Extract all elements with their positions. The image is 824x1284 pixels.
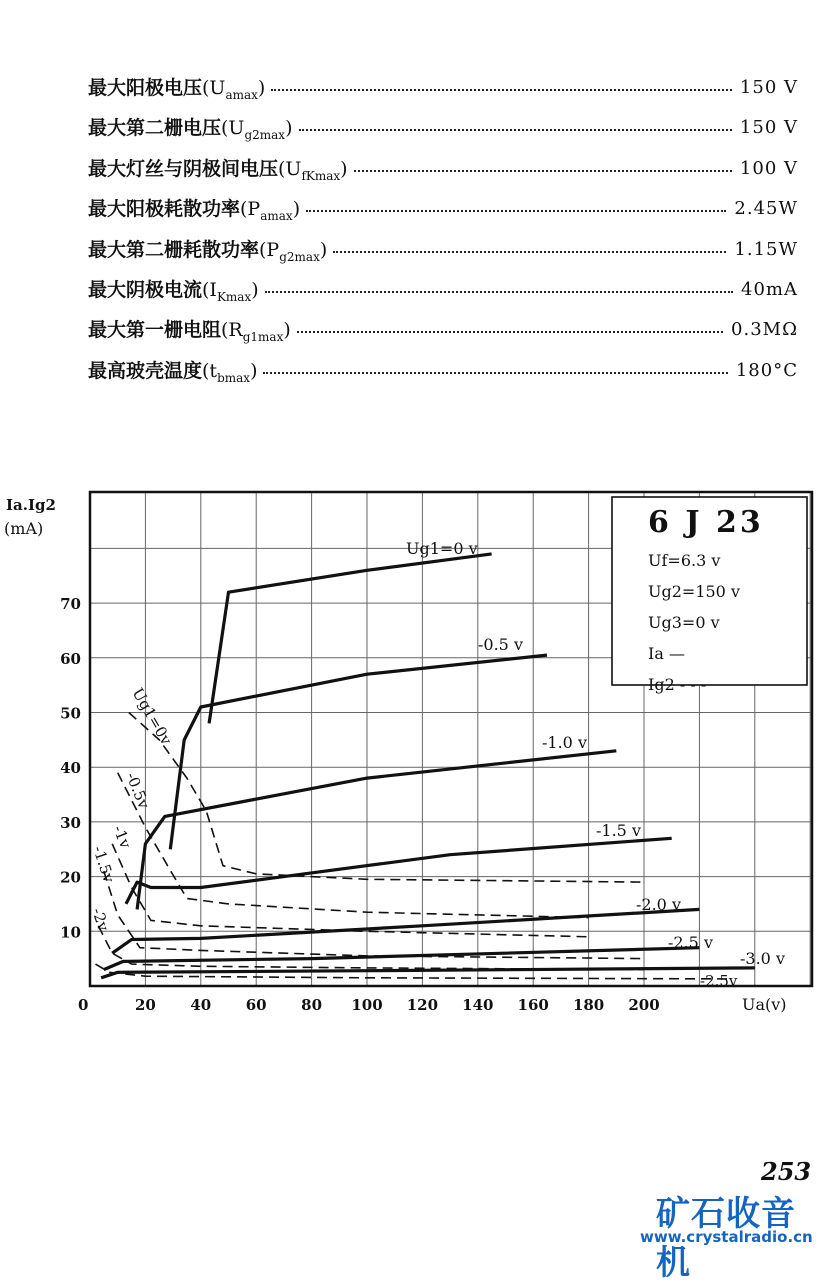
spec-symbol: (I bbox=[202, 278, 217, 301]
spec-symbol-subscript: g2max bbox=[244, 128, 286, 143]
spec-symbol: (U bbox=[221, 117, 245, 140]
spec-symbol-close: ) bbox=[285, 117, 293, 140]
curve-label: -2.0 v bbox=[636, 895, 681, 914]
y-tick-label: 10 bbox=[60, 923, 81, 942]
spec-symbol-close: ) bbox=[292, 198, 301, 221]
spec-symbol: (U bbox=[202, 77, 226, 99]
plate-current-curve bbox=[101, 968, 755, 978]
spec-symbol: (P bbox=[259, 238, 280, 261]
spec-row bbox=[88, 270, 808, 310]
curve-label-rotated: -2.5v bbox=[700, 972, 738, 990]
6j23-characteristic-chart bbox=[0, 470, 824, 1030]
screen-current-curve bbox=[118, 773, 589, 918]
x-tick-label: 160 bbox=[517, 996, 549, 1014]
curve-label: -1.5 v bbox=[596, 821, 641, 840]
x-tick-label: 40 bbox=[190, 996, 212, 1014]
spec-name: 最大阴极电流 bbox=[88, 278, 203, 301]
spec-row bbox=[88, 230, 808, 270]
spec-row bbox=[88, 108, 808, 148]
y-tick-label: 20 bbox=[60, 868, 81, 887]
spec-symbol-subscript: amax bbox=[225, 88, 258, 102]
x-tick-label: 100 bbox=[351, 996, 383, 1014]
curve-label: -0.5 v bbox=[478, 635, 523, 654]
spec-symbol: (U bbox=[278, 157, 302, 180]
screen-current-curve bbox=[98, 926, 644, 970]
y-tick-label: 60 bbox=[60, 649, 81, 668]
x-tick-label: 20 bbox=[134, 996, 156, 1014]
spec-name: 最高玻壳温度 bbox=[88, 359, 203, 382]
spec-label bbox=[88, 351, 257, 398]
spec-symbol-subscript: Kmax bbox=[216, 289, 252, 304]
legend-item: Ig2 - - - bbox=[648, 675, 707, 694]
spec-symbol-close: ) bbox=[340, 157, 348, 180]
spec-symbol-close: ) bbox=[251, 278, 259, 301]
spec-symbol-close: ) bbox=[319, 238, 328, 261]
plate-current-curve bbox=[126, 838, 672, 904]
curve-label-rotated: -1.5v bbox=[89, 843, 118, 885]
spec-symbol-close: ) bbox=[283, 319, 291, 342]
spec-row bbox=[88, 149, 808, 189]
spec-symbol: (t bbox=[202, 359, 218, 382]
spec-name: 最大阳极电压 bbox=[88, 77, 203, 99]
legend-title: 6 J 23 bbox=[648, 505, 764, 540]
curve-label: Ug1=0 v bbox=[406, 539, 478, 558]
curve-label: -1.0 v bbox=[542, 733, 587, 752]
leader-dots bbox=[306, 210, 726, 212]
spec-symbol-close: ) bbox=[250, 359, 258, 382]
page-number: 253 bbox=[761, 1157, 812, 1186]
spec-symbol-subscript: g1max bbox=[242, 330, 284, 345]
x-tick-label: 0 bbox=[78, 996, 89, 1014]
spec-value: 40mA bbox=[741, 278, 798, 300]
spec-value: 1.15W bbox=[734, 238, 798, 260]
curve-label-rotated: -0.5v bbox=[122, 769, 153, 812]
screen-current-curve bbox=[104, 871, 644, 959]
spec-symbol-close: ) bbox=[257, 77, 266, 99]
y-tick-label: 50 bbox=[60, 704, 81, 723]
spec-name: 最大第一栅电阻 bbox=[88, 319, 222, 342]
x-axis-label: Ua(v) bbox=[742, 995, 787, 1014]
spec-value: 0.3MΩ bbox=[731, 319, 798, 341]
x-tick-label: 200 bbox=[628, 996, 660, 1014]
spec-row bbox=[88, 310, 808, 350]
curve-label-rotated: -2v bbox=[88, 905, 113, 934]
leader-dots bbox=[265, 291, 733, 293]
watermark-url: www.crystalradio.cn bbox=[640, 1228, 813, 1246]
curve-label-rotated: Ug1=0v bbox=[128, 685, 176, 749]
spec-name: 最大第二栅电压 bbox=[88, 117, 222, 140]
plate-current-curve bbox=[170, 655, 547, 849]
watermark-title: 矿石收音机 bbox=[656, 1194, 796, 1283]
spec-value: 100 V bbox=[739, 157, 798, 179]
leader-dots bbox=[333, 251, 726, 253]
legend-item: Uf=6.3 v bbox=[648, 551, 721, 570]
legend-item: Ia — bbox=[648, 644, 685, 663]
spec-row bbox=[88, 189, 808, 229]
spec-name: 最大第二栅耗散功率 bbox=[88, 238, 260, 261]
x-tick-label: 140 bbox=[462, 996, 494, 1014]
spec-symbol: (P bbox=[240, 198, 261, 221]
leader-dots bbox=[299, 129, 732, 131]
spec-symbol-subscript: fKmax bbox=[301, 168, 341, 183]
x-tick-label: 80 bbox=[301, 996, 323, 1014]
spec-value: 150 V bbox=[739, 77, 798, 98]
leader-dots bbox=[297, 331, 723, 333]
spec-name: 最大阳极耗散功率 bbox=[88, 198, 241, 221]
spec-value: 2.45W bbox=[734, 198, 798, 220]
y-tick-label: 70 bbox=[60, 595, 81, 614]
spec-value: 180°C bbox=[735, 359, 798, 381]
curve-label-rotated: -1v bbox=[109, 822, 135, 851]
legend-item: Ug2=150 v bbox=[648, 582, 740, 601]
spec-symbol-subscript: bmax bbox=[217, 370, 251, 385]
leader-dots bbox=[263, 372, 727, 374]
spec-symbol-subscript: amax bbox=[260, 209, 293, 224]
legend-item: Ug3=0 v bbox=[648, 613, 720, 632]
curve-label: -2.5 v bbox=[668, 933, 713, 952]
spec-list bbox=[88, 68, 808, 391]
leader-dots bbox=[271, 89, 732, 91]
spec-row bbox=[88, 351, 808, 391]
y-tick-label: 30 bbox=[60, 813, 81, 832]
x-tick-label: 60 bbox=[245, 996, 267, 1014]
screen-current-curve bbox=[112, 844, 588, 937]
spec-value: 150 V bbox=[739, 117, 798, 139]
y-tick-label: 40 bbox=[60, 759, 81, 778]
y-axis-label: Ia.Ig2 bbox=[6, 496, 56, 514]
spec-name: 最大灯丝与阴极间电压 bbox=[88, 157, 279, 180]
spec-symbol: (R bbox=[221, 319, 243, 342]
x-tick-label: 180 bbox=[572, 996, 605, 1014]
leader-dots bbox=[354, 170, 732, 172]
spec-row bbox=[88, 68, 808, 108]
y-axis-unit: (mA) bbox=[4, 519, 44, 538]
curve-label: -3.0 v bbox=[740, 949, 785, 968]
x-tick-label: 120 bbox=[406, 996, 439, 1014]
spec-symbol-subscript: g2max bbox=[279, 249, 320, 264]
